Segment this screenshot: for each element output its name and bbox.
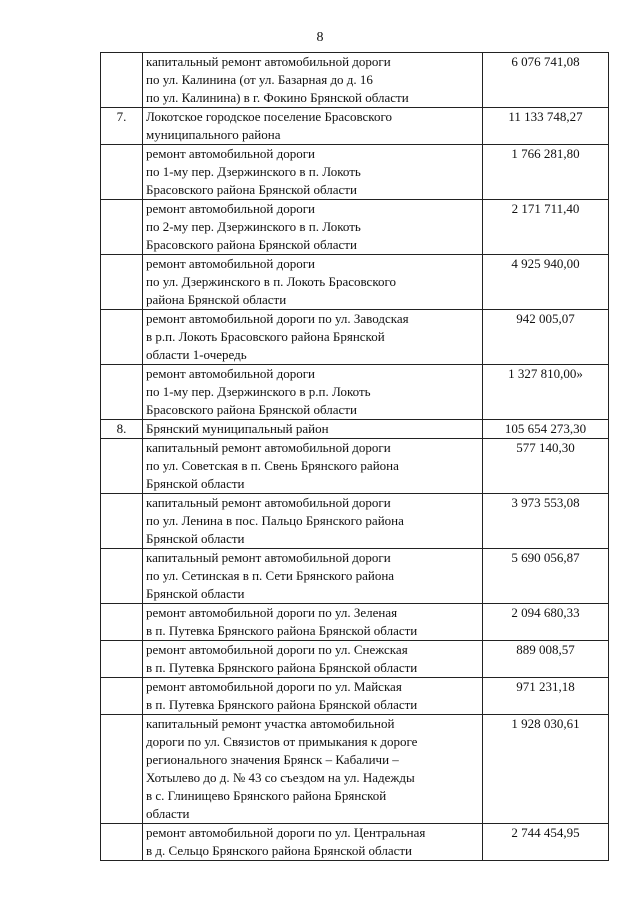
item-description: ремонт автомобильной дороги по ул. Снежская в п. Путевка Брянского района Брянской области [143,641,483,678]
item-amount: 577 140,30 [483,439,609,494]
item-number [101,641,143,678]
item-description: ремонт автомобильной дороги по ул. Заводская в р.п. Локоть Брасовского района Брянской области 1-очередь [143,310,483,365]
table-row [101,53,609,108]
table-row [101,255,609,310]
item-description: Локотское городское поселение Брасовского муниципального района [143,108,483,145]
item-number [101,310,143,365]
item-amount: 3 973 553,08 [483,494,609,549]
item-amount: 1 327 810,00» [483,365,609,420]
table-body [101,53,609,861]
item-number [101,549,143,604]
budget-table [100,52,609,861]
item-amount: 971 231,18 [483,678,609,715]
table-row [101,678,609,715]
table-row [101,494,609,549]
item-amount: 2 171 711,40 [483,200,609,255]
item-description: капитальный ремонт автомобильной дороги по ул. Советская в п. Свень Брянского района Брянской области [143,439,483,494]
item-description: ремонт автомобильной дороги по 2-му пер. Дзержинского в п. Локоть Брасовского района Брянской области [143,200,483,255]
item-amount: 2 744 454,95 [483,824,609,861]
item-description: ремонт автомобильной дороги по 1-му пер. Дзержинского в п. Локоть Брасовского района Брянской области [143,145,483,200]
item-amount: 889 008,57 [483,641,609,678]
item-description: ремонт автомобильной дороги по ул. Центральная в д. Сельцо Брянского района Брянской области [143,824,483,861]
page-number: 8 [316,30,324,45]
item-number [101,715,143,824]
item-number [101,678,143,715]
table-row [101,108,609,145]
item-amount: 2 094 680,33 [483,604,609,641]
table-row [101,145,609,200]
table-row [101,439,609,494]
item-number [101,200,143,255]
item-description: капитальный ремонт автомобильной дороги по ул. Сетинская в п. Сети Брянского района Брянской области [143,549,483,604]
table-row [101,824,609,861]
item-amount: 11 133 748,27 [483,108,609,145]
table-row [101,310,609,365]
item-number [101,494,143,549]
item-description: капитальный ремонт автомобильной дороги по ул. Калинина (от ул. Базарная до д. 16 по ул. Калинина) в г. Фокино Брянской области [143,53,483,108]
table-row [101,365,609,420]
table-row [101,715,609,824]
item-number [101,365,143,420]
item-number [101,145,143,200]
table-row [101,604,609,641]
table-row [101,420,609,439]
item-amount: 1 928 030,61 [483,715,609,824]
item-description: ремонт автомобильной дороги по ул. Майская в п. Путевка Брянского района Брянской области [143,678,483,715]
item-number [101,604,143,641]
item-amount: 5 690 056,87 [483,549,609,604]
item-number: 8. [101,420,143,439]
table-row [101,200,609,255]
item-number [101,439,143,494]
item-amount: 105 654 273,30 [483,420,609,439]
item-description: Брянский муниципальный район [143,420,483,439]
item-description: капитальный ремонт участка автомобильной дороги по ул. Связистов от примыкания к дороге регионального значения Брянск – Кабаличи – Хотылево до д. № 43 со съездом на ул. Надежды в с. Глинищево Брянского района Брянской области [143,715,483,824]
item-number: 7. [101,108,143,145]
item-amount: 1 766 281,80 [483,145,609,200]
item-description: ремонт автомобильной дороги по ул. Зеленая в п. Путевка Брянского района Брянской области [143,604,483,641]
table-row [101,641,609,678]
item-description: ремонт автомобильной дороги по ул. Дзержинского в п. Локоть Брасовского района Брянской области [143,255,483,310]
item-amount: 6 076 741,08 [483,53,609,108]
item-number [101,824,143,861]
table-row [101,549,609,604]
item-number [101,255,143,310]
item-amount: 4 925 940,00 [483,255,609,310]
item-description: капитальный ремонт автомобильной дороги по ул. Ленина в пос. Пальцо Брянского района Брянской области [143,494,483,549]
item-number [101,53,143,108]
item-amount: 942 005,07 [483,310,609,365]
item-description: ремонт автомобильной дороги по 1-му пер. Дзержинского в р.п. Локоть Брасовского района Брянской области [143,365,483,420]
